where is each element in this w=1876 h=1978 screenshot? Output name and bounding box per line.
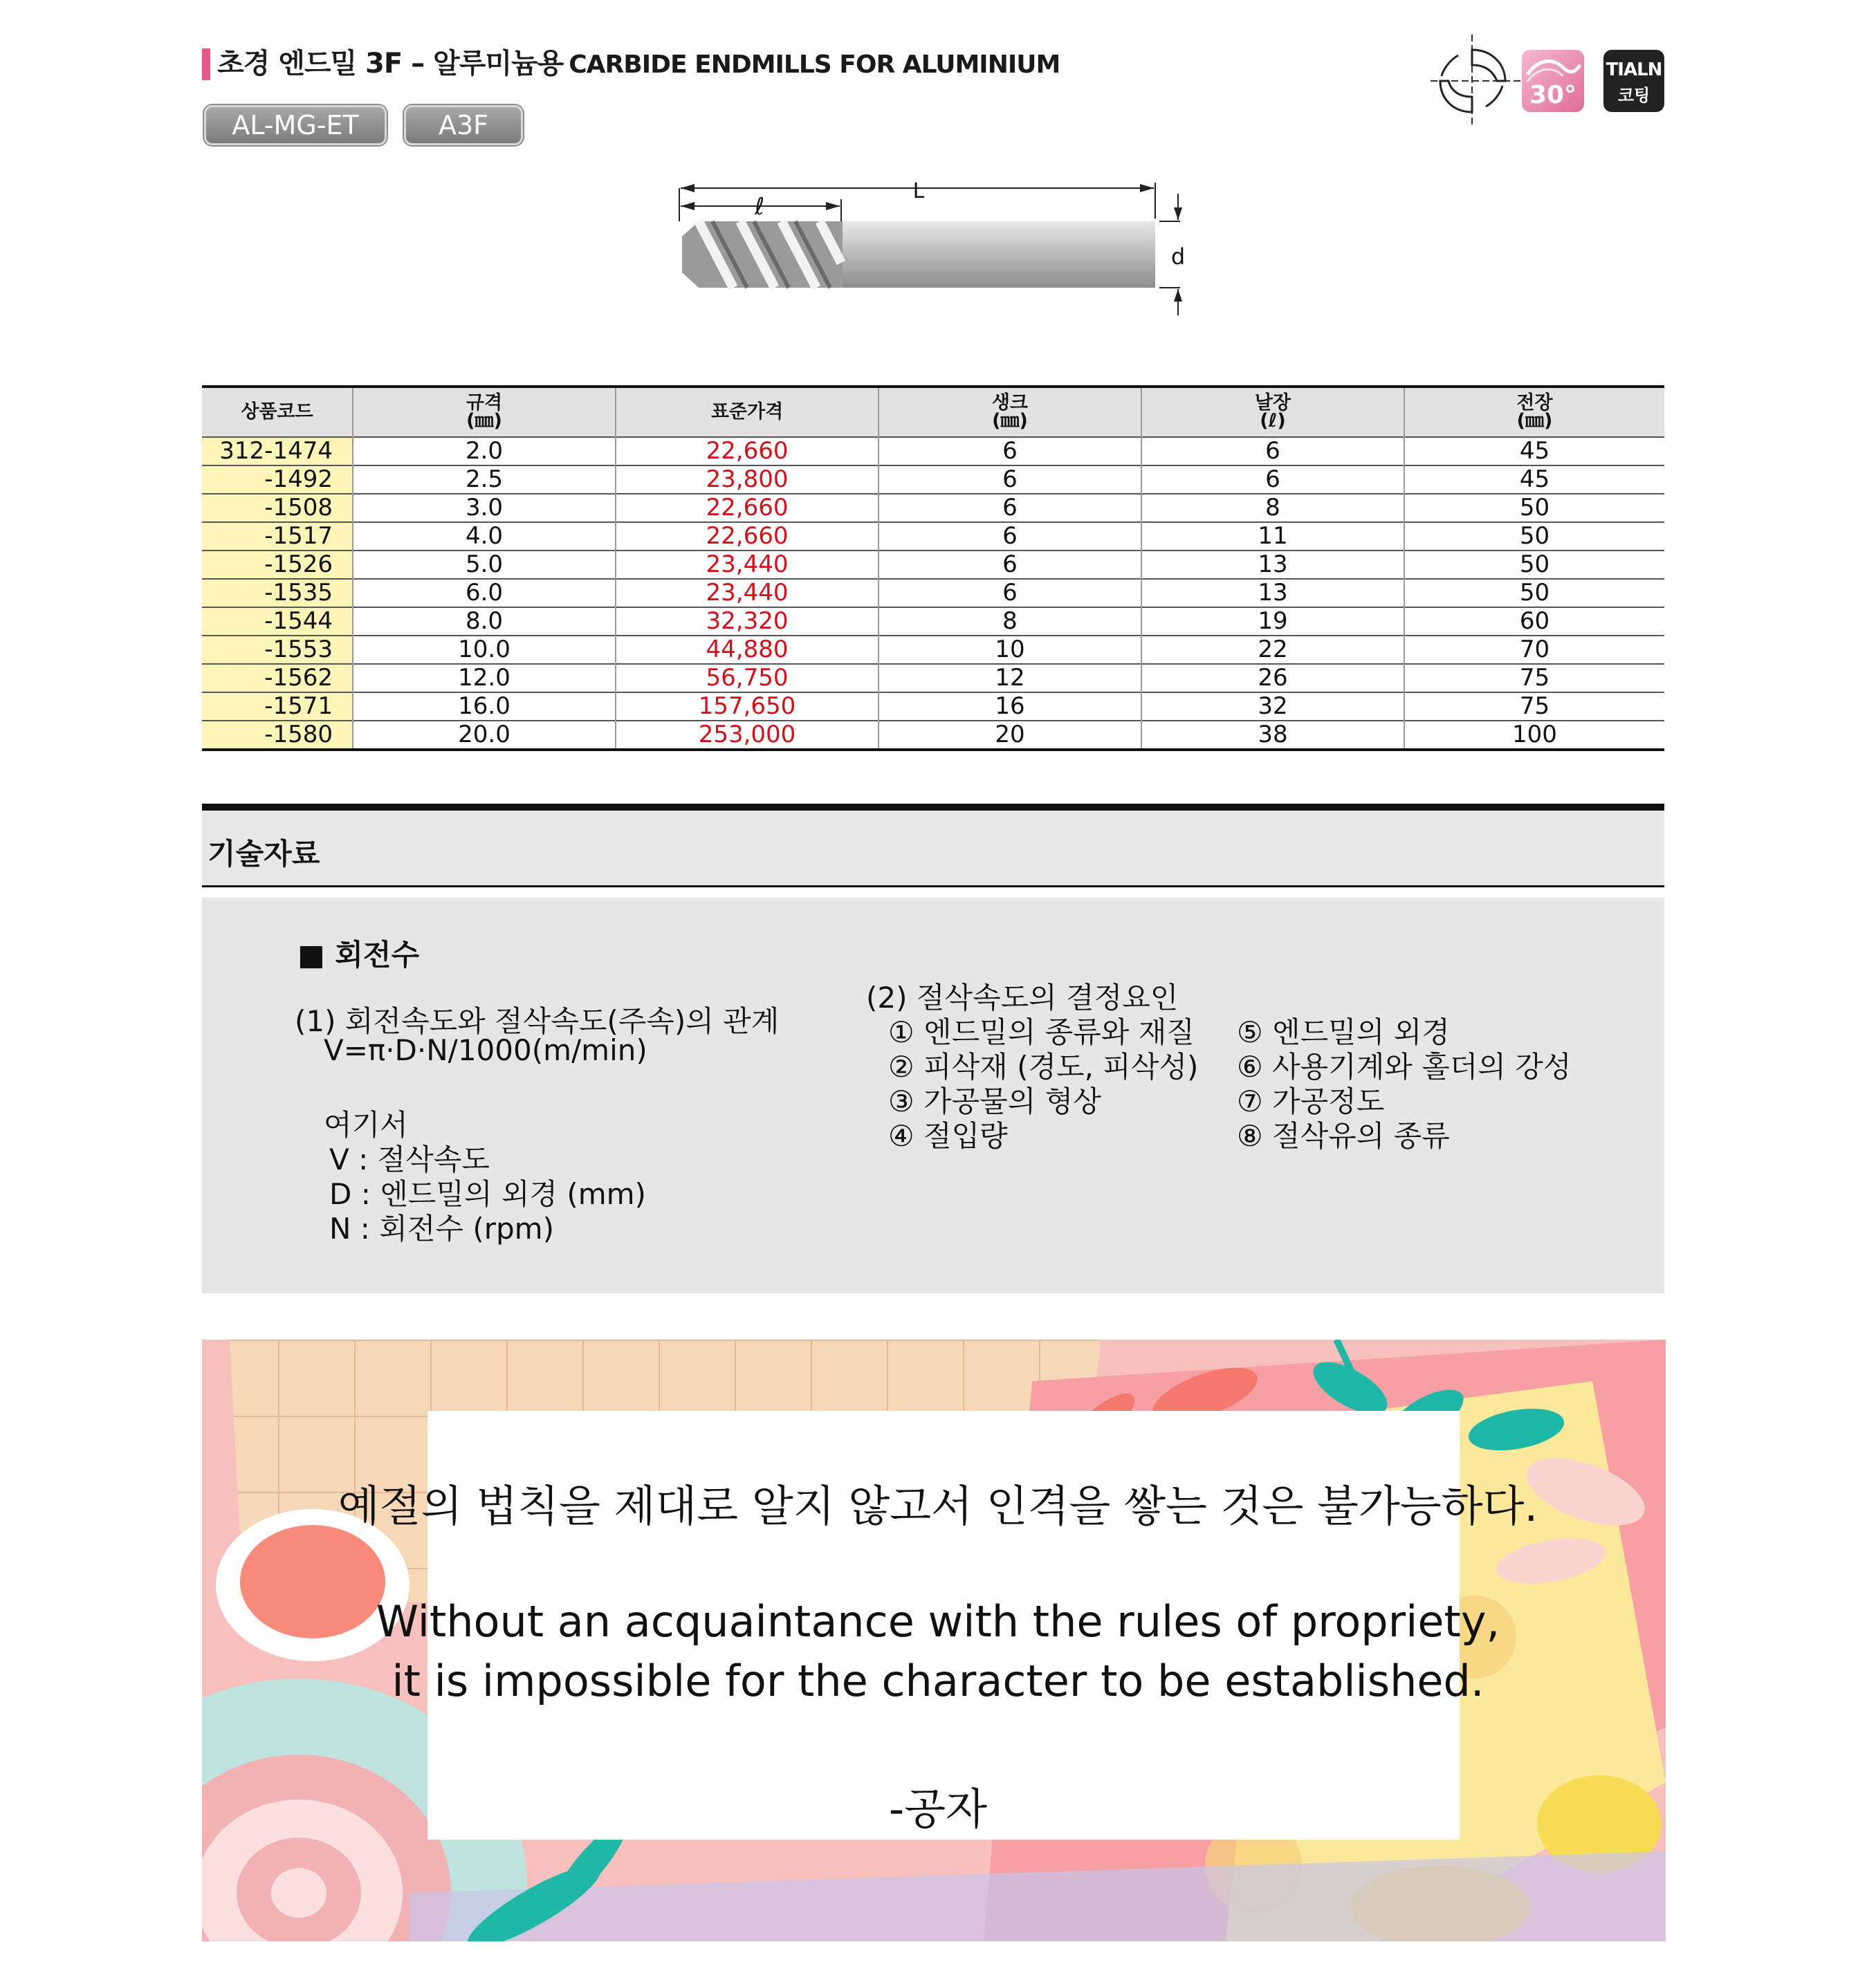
header-code: 상품코드 [202, 387, 353, 437]
table-row [202, 692, 1664, 721]
row-size: 20.0 [353, 721, 616, 750]
tag-model: A3F [404, 105, 523, 145]
tech-section-body [202, 898, 1664, 1293]
quote-korean: 예절의 법칙을 제대로 알지 않고서 인격을 쌓는 것은 불가능하다. [338, 1481, 1538, 1531]
section-divider [202, 804, 1664, 811]
tag-series: AL-MG-ET [204, 105, 387, 145]
row-size: 5.0 [353, 551, 616, 579]
quote-english-line-1: Without an acquaintance with the rules of propriety, [376, 1596, 1500, 1647]
row-flute-length: 13 [1141, 579, 1404, 607]
row-price: 22,660 [616, 494, 879, 522]
header-shank: 생크 (㎜) [879, 387, 1141, 437]
coating-badge [1603, 50, 1664, 112]
factors-title: (2) 절삭속도의 결정요인 [866, 981, 1179, 1015]
tech-section-title: 기술자료 [208, 837, 320, 871]
row-size: 8.0 [353, 607, 616, 636]
row-flute-length: 8 [1141, 494, 1404, 522]
header-size: 규격 (㎜) [353, 387, 616, 437]
table-row [202, 664, 1664, 692]
table-row [202, 437, 1664, 465]
table-row [202, 522, 1664, 551]
table-row [202, 636, 1664, 664]
title-english: CARBIDE ENDMILLS FOR ALUMINIUM [569, 50, 1060, 79]
row-overall-length: 75 [1404, 664, 1664, 692]
table-row [202, 494, 1664, 522]
table-body [202, 437, 1664, 750]
dim-overall-length: L [912, 179, 925, 203]
row-flute-length: 22 [1141, 636, 1404, 664]
row-overall-length: 50 [1404, 522, 1664, 551]
formula: V=π·D·N/1000(m/min) [324, 1033, 647, 1067]
row-code: -1544 [202, 607, 353, 636]
helix-angle-badge [1522, 50, 1584, 112]
row-overall-length: 100 [1404, 721, 1664, 750]
rpm-subtitle: ■ 회전수 [297, 938, 420, 972]
flute-section-icon [1431, 35, 1520, 127]
row-flute-length: 38 [1141, 721, 1404, 750]
row-overall-length: 45 [1404, 465, 1664, 494]
row-code: -1571 [202, 692, 353, 721]
row-overall-length: 50 [1404, 579, 1664, 607]
factor-1: ① 엔드밀의 종류와 재질 [888, 1015, 1195, 1049]
page-title [217, 41, 1060, 81]
spec-table [202, 385, 1664, 751]
table-row [202, 607, 1664, 636]
header-flute-length: 날장 (ℓ) [1141, 387, 1404, 437]
var-n: N : 회전수 (rpm) [329, 1212, 554, 1246]
row-size: 12.0 [353, 664, 616, 692]
relation-title: (1) 회전속도와 절삭속도(주속)의 관계 [295, 1004, 780, 1038]
row-size: 4.0 [353, 522, 616, 551]
row-shank: 10 [879, 636, 1141, 664]
row-code: -1580 [202, 721, 353, 750]
factor-6: ⑥ 사용기계와 홀더의 강성 [1237, 1050, 1572, 1084]
row-code: -1526 [202, 551, 353, 579]
row-overall-length: 60 [1404, 607, 1664, 636]
row-code: -1553 [202, 636, 353, 664]
factor-2: ② 피삭재 (경도, 피삭성) [888, 1050, 1199, 1084]
header-overall-length: 전장 (㎜) [1404, 387, 1664, 437]
row-price: 253,000 [616, 721, 879, 750]
row-flute-length: 19 [1141, 607, 1404, 636]
row-size: 6.0 [353, 579, 616, 607]
row-price: 56,750 [616, 664, 879, 692]
table-row [202, 551, 1664, 579]
row-code: -1492 [202, 465, 353, 494]
header-price: 표준가격 [616, 387, 879, 437]
row-shank: 12 [879, 664, 1141, 692]
row-size: 16.0 [353, 692, 616, 721]
var-v: V : 절삭속도 [329, 1143, 490, 1176]
row-overall-length: 70 [1404, 636, 1664, 664]
helix-angle-value: 30° [1529, 81, 1577, 109]
factor-3: ③ 가공물의 형상 [888, 1084, 1101, 1118]
factor-7: ⑦ 가공정도 [1237, 1084, 1385, 1118]
row-shank: 8 [879, 607, 1141, 636]
dim-flute-length: ℓ [754, 193, 765, 221]
row-size: 2.0 [353, 437, 616, 465]
row-price: 22,660 [616, 437, 879, 465]
table-header-row [202, 387, 1664, 437]
factor-8: ⑧ 절삭유의 종류 [1237, 1119, 1450, 1153]
var-d: D : 엔드밀의 외경 (mm) [329, 1177, 646, 1211]
row-flute-length: 11 [1141, 522, 1404, 551]
dim-diameter: d [1170, 243, 1186, 270]
row-size: 3.0 [353, 494, 616, 522]
row-flute-length: 32 [1141, 692, 1404, 721]
factor-4: ④ 절입량 [888, 1119, 1008, 1153]
where-label: 여기서 [324, 1108, 408, 1142]
row-shank: 6 [879, 551, 1141, 579]
row-price: 23,440 [616, 551, 879, 579]
row-shank: 6 [879, 465, 1141, 494]
table-row [202, 465, 1664, 494]
row-price: 44,880 [616, 636, 879, 664]
row-overall-length: 50 [1404, 551, 1664, 579]
row-price: 23,440 [616, 579, 879, 607]
row-size: 10.0 [353, 636, 616, 664]
row-flute-length: 13 [1141, 551, 1404, 579]
row-overall-length: 45 [1404, 437, 1664, 465]
quote-author: -공자 [888, 1784, 988, 1834]
row-code: -1508 [202, 494, 353, 522]
row-flute-length: 26 [1141, 664, 1404, 692]
factor-5: ⑤ 엔드밀의 외경 [1237, 1015, 1450, 1049]
table-row [202, 579, 1664, 607]
endmill-diagram [671, 173, 1197, 325]
row-overall-length: 75 [1404, 692, 1664, 721]
row-code: -1562 [202, 664, 353, 692]
row-shank: 20 [879, 721, 1141, 750]
coating-label: 코팅 [1617, 86, 1650, 105]
row-shank: 6 [879, 579, 1141, 607]
coating-name: TIALN [1606, 59, 1662, 80]
row-code: -1535 [202, 579, 353, 607]
row-code: 312-1474 [202, 437, 353, 465]
title-korean: 초경 엔드밀 3F – 알루미늄용 [217, 48, 564, 80]
row-shank: 6 [879, 437, 1141, 465]
row-price: 22,660 [616, 522, 879, 551]
row-size: 2.5 [353, 465, 616, 494]
row-price: 157,650 [616, 692, 879, 721]
row-shank: 16 [879, 692, 1141, 721]
row-shank: 6 [879, 494, 1141, 522]
title-accent-bar [202, 48, 210, 80]
row-price: 23,800 [616, 465, 879, 494]
row-flute-length: 6 [1141, 437, 1404, 465]
tech-section-header [202, 811, 1664, 887]
quote-english-line-2: it is impossible for the character to be established. [392, 1656, 1484, 1706]
row-overall-length: 50 [1404, 494, 1664, 522]
row-shank: 6 [879, 522, 1141, 551]
row-flute-length: 6 [1141, 465, 1404, 494]
row-price: 32,320 [616, 607, 879, 636]
row-code: -1517 [202, 522, 353, 551]
table-row [202, 721, 1664, 750]
